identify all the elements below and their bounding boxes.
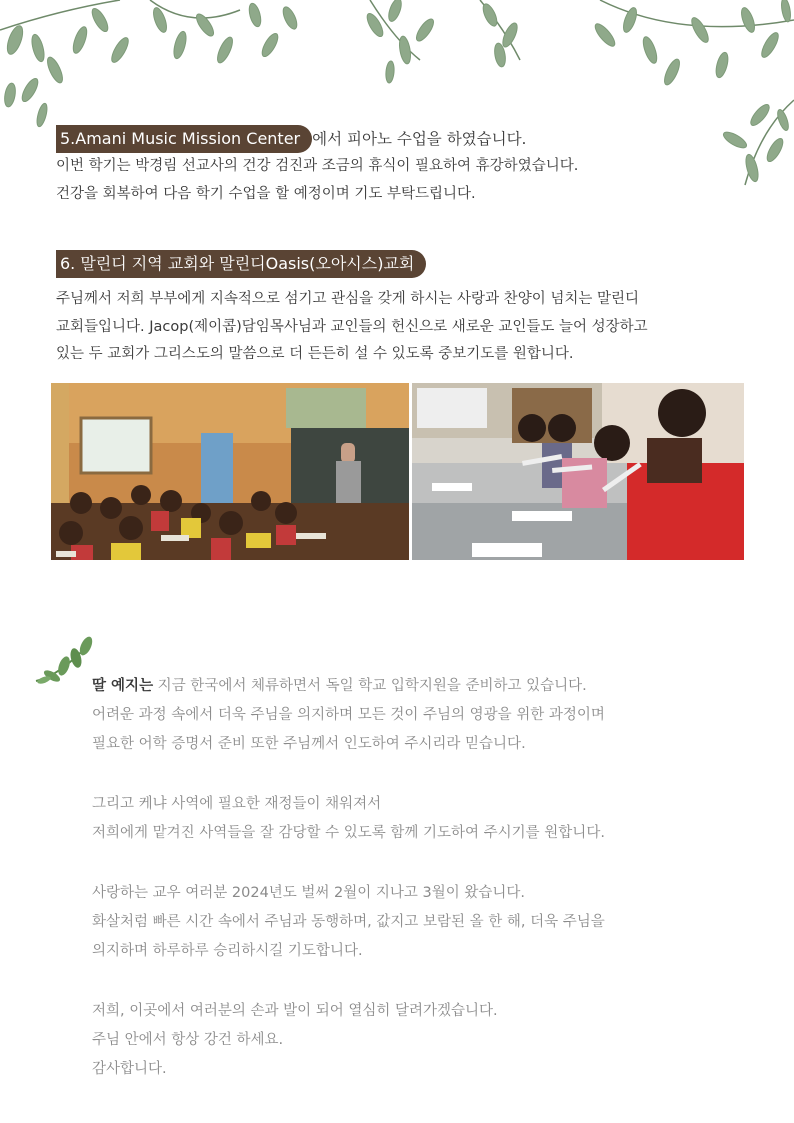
letter-p1-line-2: 어려운 과정 속에서 더욱 주님을 의지하며 모든 것이 주님의 영광을 위한 과정이며: [92, 707, 605, 723]
sprig-icon: [34, 636, 96, 686]
section-6: [56, 250, 756, 369]
letter-paragraph-2: [92, 790, 742, 848]
letter-p2-line-2: 저희에게 맡겨진 사역들을 잘 감당할 수 있도록 함께 기도하여 주시기를 원합니다.: [92, 825, 605, 841]
photo-strip: [51, 383, 744, 560]
letter-p4-line-1: 저희, 이곳에서 여러분의 손과 발이 되어 열심히 달려가겠습니다.: [92, 1003, 498, 1019]
letter-body: [92, 672, 742, 1115]
letter-p3-line-2: 화살처럼 빠른 시간 속에서 주님과 동행하며, 값지고 보람된 올 한 해, 더욱 주님을: [92, 914, 605, 930]
section-5-line-2: 건강을 회복하여 다음 학기 수업을 할 예정이며 기도 부탁드립니다.: [56, 185, 476, 202]
classroom-photo: [51, 383, 409, 560]
section-5-line-1: 이번 학기는 박경림 선교사의 건강 검진과 조금의 휴식이 필요하여 휴강하였습니다.: [56, 158, 579, 174]
letter-p2-line-1: 그리고 케냐 사역에 필요한 재정들이 채워져서: [92, 796, 382, 812]
section-5-title: 5.Amani Music Mission Center: [56, 125, 312, 153]
letter-paragraph-1: [92, 672, 742, 759]
section-6-line-2: 교회들입니다. Jacop(제이콥)담임목사님과 교인들의 헌신으로 새로운 교인들도 늘어 성장하고: [56, 318, 648, 335]
letter-paragraph-4: [92, 997, 742, 1084]
section-6-title: 6. 말린디 지역 교회와 말린디Oasis(오아시스)교회: [56, 250, 426, 278]
letter-p1-line-1: [92, 672, 742, 701]
section-5: [56, 125, 756, 208]
letter-p1-first: 지금 한국에서 체류하면서 독일 학교 입학지원을 준비하고 있습니다.: [153, 678, 587, 694]
section-5-title-suffix: 에서 피아노 수업을 하였습니다.: [312, 130, 527, 148]
daughter-name: 딸 예지는: [92, 678, 154, 694]
section-6-line-1: 주님께서 저희 부부에게 지속적으로 섬기고 관심을 갖게 하시는 사랑과 찬양이 넘치는 말린디: [56, 291, 639, 307]
letter-p3-line-3: 의지하며 하루하루 승리하시길 기도합니다.: [92, 943, 363, 959]
recorder-class-photo: [412, 383, 744, 560]
letter-p1-line-3: 필요한 어학 증명서 준비 또한 주님께서 인도하여 주시리라 믿습니다.: [92, 736, 526, 752]
letter-paragraph-3: [92, 879, 742, 966]
letter-p3-line-1: 사랑하는 교우 여러분 2024년도 벌써 2월이 지나고 3월이 왔습니다.: [92, 885, 526, 901]
section-6-heading: [56, 250, 756, 278]
letter-p4-line-2: 주님 안에서 항상 강건 하세요.: [92, 1032, 284, 1048]
section-5-heading: [56, 125, 756, 153]
section-6-line-3: 있는 두 교회가 그리스도의 말씀으로 더 든든히 설 수 있도록 중보기도를 원합니다.: [56, 346, 574, 362]
letter-p4-line-3: 감사합니다.: [92, 1061, 167, 1077]
